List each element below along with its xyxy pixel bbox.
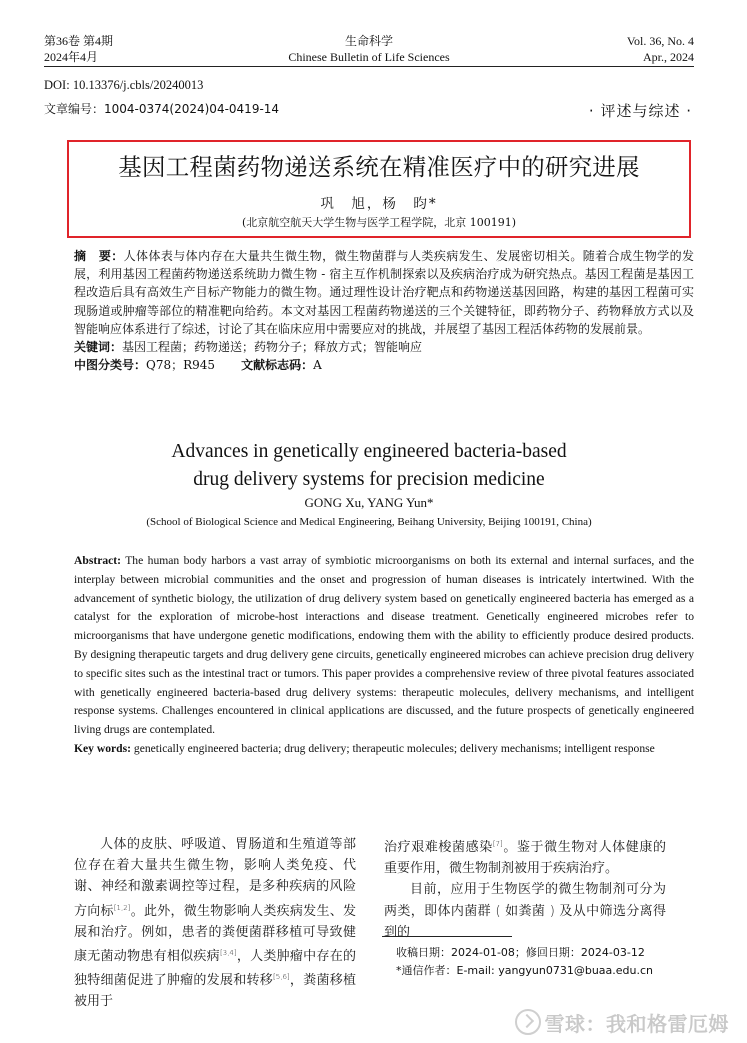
english-abstract-text: The human body harbors a vast array of symbiotic microorganisms on both its external and internal surfaces, and the interplay between microbial communities and the onset and progression of human diseases is intricately intertwined. With the advancement of synthetic biology, the utilization of drug delivery system based on genetically engineered bacteria has emerged as a catalyst for the exploration of microbe-host interactions and disease treatment. Genetically engineered microbes refer to microorganisms that have undergone genetic modifications, endowing them with the ability to efficiently produce desired products. By designing therapeutic targets and drug delivery gene circuits, genetically engineered microbes can achieve precision drug delivery to specific sites such as the intestinal tract or tumors. This paper provides a comprehensive review of three pivotal features associated with genetically engineered bacteria-based drug delivery systems: therapeutic molecules, delivery mechanisms, and intelligent response systems. Challenges encountered in clinical applications are discussed, and the future prospects of genetically engineered living drugs are contemplated.: [74, 554, 694, 737]
body-text: 。此外，微生物影响人类疾病发生、发展和治疗。例如，患者的粪便菌群移植可导致健康无菌动物患有相似疾病: [74, 903, 356, 965]
english-abstract: [74, 552, 694, 740]
body-text: 人体的皮肤、呼吸道、胃肠道和生殖道等部位存在着大量共生微生物，影响人类免疫、代谢、神经和激素调控等过程，是多种疾病的风险方向标: [74, 837, 356, 919]
footnote-corresponding: *通信作者：E-mail: yangyun0731@buaa.edu.cn: [396, 964, 654, 977]
body-paragraph-1-cont: [384, 834, 666, 879]
chinese-keywords-text: 基因工程菌；药物递送；药物分子；释放方式；智能响应: [122, 340, 423, 355]
article-category: · 评述与综述 ·: [588, 102, 692, 120]
english-title-line-1: Advances in genetically engineered bacteria-based: [171, 441, 567, 462]
chinese-abstract-block: [74, 247, 694, 374]
body-paragraph-1: [74, 834, 356, 1013]
english-authors: GONG Xu, YANG Yun*: [304, 495, 434, 510]
body-right-column: [384, 834, 666, 943]
watermark-text: 雪球：我和格雷厄姆: [544, 1012, 729, 1036]
header-journal-en: Chinese Bulletin of Life Sciences: [288, 50, 450, 64]
body-left-column: [74, 834, 356, 1013]
citation-ref[interactable]: [5,6]: [273, 973, 290, 982]
chinese-keywords: [74, 338, 694, 356]
snowball-logo-icon: [515, 1009, 541, 1035]
body-text: ，人类肿瘤中存在的独特细菌促进了肿瘤的发展和转移: [74, 949, 356, 989]
english-title: [44, 438, 694, 494]
body-text: 。鉴于微生物对人体健康的重要作用，微生物制剂被用于疾病治疗。: [384, 840, 666, 877]
header-date-cn: 2024年4月: [44, 50, 99, 64]
body-text: ，粪菌移植被用于: [74, 973, 356, 1010]
english-keywords-text: genetically engineered bacteria; drug delivery; therapeutic molecules; delivery mechanisms; intelligent response: [131, 741, 655, 755]
doc-code: A: [313, 358, 322, 373]
english-affiliation: (School of Biological Science and Medical Engineering, Beihang University, Beijing 100191, China): [146, 516, 592, 528]
english-keywords-label: Key words:: [74, 741, 131, 755]
english-abstract-block: [74, 552, 694, 759]
header-journal-cn: 生命科学: [344, 34, 393, 48]
header-rule: [44, 66, 694, 67]
classification-line: [74, 356, 694, 374]
doc-code-label: 文献标志码：: [241, 358, 314, 373]
body-paragraph-2: 目前，应用于生物医学的微生物制剂可分为两类，即体内菌群 ( 如粪菌 ) 及从中筛选分离得到的: [384, 882, 666, 940]
footnote-rule: [382, 936, 512, 937]
citation-ref[interactable]: [7]: [492, 840, 503, 848]
article-number: 文章编号：1004-0374(2024)04-0419-14: [44, 102, 280, 116]
chinese-title: 基因工程菌药物递送系统在精准医疗中的研究进展: [118, 153, 640, 181]
watermark: [515, 1008, 730, 1037]
chinese-keywords-label: 关键词：: [74, 340, 123, 355]
english-title-line-2: drug delivery systems for precision medicine: [193, 469, 545, 490]
chinese-abstract-label: 摘 要：: [74, 249, 124, 263]
english-keywords: [74, 740, 694, 759]
clc-code: Q78；R945: [146, 358, 216, 373]
english-abstract-label: Abstract:: [74, 554, 122, 567]
doi: DOI: 10.13376/j.cbls/20240013: [44, 78, 204, 92]
header-volume-cn: 第36卷 第4期: [44, 34, 114, 48]
chinese-authors: 巩 旭，杨 昀*: [320, 196, 438, 212]
header-volume-en: Vol. 36, No. 4: [626, 34, 694, 48]
chinese-abstract-text: 人体体表与体内存在大量共生微生物，微生物菌群与人类疾病发生、发展密切相关。随着合成生物学的发展，利用基因工程菌药物递送系统助力微生物 - 宿主互作机制探索以及疾病治疗成为研究热点。基因工程菌是基因工程改造后具有高效生产目标产物能力的微生物。通过理性设计治疗靶点和药物递送基因回路，构建的基因工程菌可实现肠道或肿瘤等部位的精准靶向给药。本文对基因工程菌药物递送的三个关键特征，即药物分子、药物释放方式以及智能响应体系进行了综述，讨论了其在临床应用中需要应对的挑战，并展望了基因工程活体药物的发展前景。: [74, 249, 694, 336]
header-date-en: Apr., 2024: [643, 50, 694, 64]
citation-ref[interactable]: [1,2]: [113, 903, 131, 912]
citation-ref[interactable]: [3,4]: [219, 949, 237, 958]
footnote-received: 收稿日期：2024-01-08；修回日期：2024-03-12: [396, 946, 645, 959]
clc-label: 中图分类号：: [74, 358, 147, 373]
body-text: 治疗艰难梭菌感染: [384, 840, 493, 855]
title-highlight-box: [67, 140, 691, 238]
chinese-affiliation: (北京航空航天大学生物与医学工程学院，北京 100191): [241, 216, 517, 229]
chinese-abstract: [74, 247, 694, 338]
